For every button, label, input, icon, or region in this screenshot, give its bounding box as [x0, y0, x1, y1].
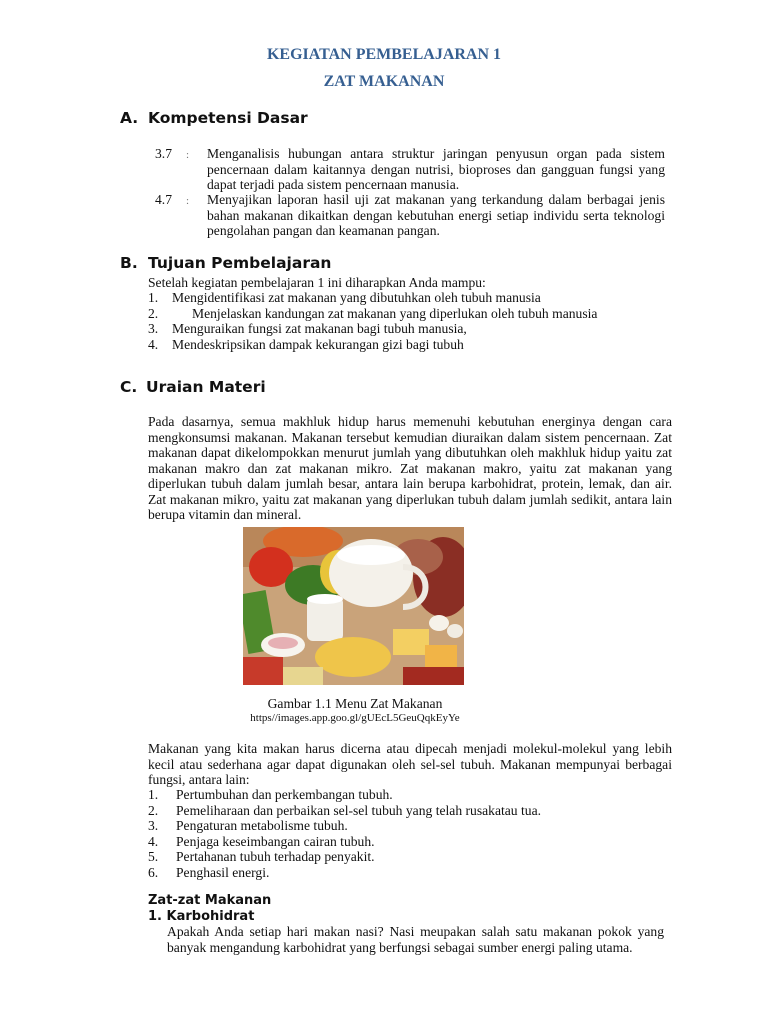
section-c-heading — [120, 378, 266, 396]
page-title: KEGIATAN PEMBELAJARAN 1 — [266, 46, 502, 63]
list-text: Penghasil energi. — [176, 864, 270, 880]
list-item — [148, 321, 628, 337]
list-text: Pengaturan metabolisme tubuh. — [176, 818, 348, 833]
list-number: 6. — [148, 864, 159, 880]
functions-paragraph: Makanan yang kita makan harus dicerna atau dipecah menjadi molekul-molekul yang lebih kecil atau sederhana agar dapat digunakan oleh sel-sel tubuh. Makanan mempunyai berbagai fungsi, antara lain: — [148, 741, 672, 787]
list-item — [148, 849, 648, 865]
kd-text: Menganalisis hubungan antara struktur jaringan penyusun organ pada sistem pencernaan dalam kaitannya dengan nutrisi, bioproses dan gangguan fungsi yang dapat terjadi pada sistem pencernaan manusia. — [207, 146, 665, 192]
section-b-title: Tujuan Pembelajaran — [148, 254, 332, 272]
list-text: Pertahanan tubuh terhadap penyakit. — [176, 849, 375, 864]
kd-number: 3.7 — [155, 146, 172, 161]
list-number: 3. — [148, 321, 159, 336]
objectives-intro: Setelah kegiatan pembelajaran 1 ini diharapkan Anda mampu: — [148, 275, 486, 290]
list-number: 1. — [148, 290, 159, 305]
list-number: 5. — [148, 849, 159, 864]
list-number: 2. — [148, 802, 159, 818]
list-text: Mendeskripsikan dampak kekurangan gizi bagi tubuh — [172, 336, 464, 352]
functions-list — [148, 787, 648, 880]
kd-number: 4.7 — [155, 192, 172, 207]
list-item — [148, 865, 648, 881]
kd-text: Menyajikan laporan hasil uji zat makanan yang terkandung dalam berbagai jenis bahan makanan dikaitkan dengan kebutuhan energi setiap individu serta teknologi pengolahan pangan dan keamanan pangan. — [207, 192, 665, 238]
list-number: 4. — [148, 833, 159, 849]
kd-colon: : — [186, 149, 190, 161]
list-number: 1. — [148, 787, 159, 802]
list-item — [148, 290, 628, 306]
list-item — [148, 818, 648, 834]
list-item — [148, 803, 648, 819]
list-text: Pemeliharaan dan perbaikan sel-sel tubuh yang telah rusakatau tua. — [176, 802, 542, 818]
list-number: 3. — [148, 818, 159, 833]
list-text: Penjaga keseimbangan cairan tubuh. — [176, 833, 375, 849]
list-number: 4. — [148, 336, 159, 352]
section-b-heading — [120, 254, 331, 272]
food-illustration — [243, 527, 464, 685]
intro-paragraph: Pada dasarnya, semua makhluk hidup harus memenuhi kebutuhan energinya dengan cara mengkonsumsi makanan. Makanan tersebut kemudian diuraikan dalam sistem pencernaan. Zat makanan dapat dikelompokkan menurut jumlah yang dibutuhkan oleh makhluk hidup yaitu zat makanan makro dan zat makanan mikro. Zat makanan makro, yaitu zat makanan yang diperlukan tubuh dalam jumlah besar, antara lain berupa karbohidrat, protein, lemak, dan air. Zat makanan mikro, yaitu zat makanan yang diperlukan tubuh dalam jumlah sedikit, antara lain berupa vitamin dan mineral. — [148, 414, 672, 522]
figure-caption: Gambar 1.1 Menu Zat Makanan — [267, 696, 443, 711]
list-number: 2. — [148, 305, 159, 321]
list-text: Mengidentifikasi zat makanan yang dibutuhkan oleh tubuh manusia — [172, 290, 541, 305]
list-text: Menjelaskan kandungan zat makanan yang diperlukan oleh tubuh manusia — [192, 305, 598, 321]
section-a-letter: A. — [120, 109, 139, 127]
section-a-heading — [120, 109, 308, 127]
nutrients-heading: Zat-zat Makanan — [148, 893, 272, 908]
food-image — [243, 527, 464, 685]
list-item — [148, 337, 628, 353]
section-b-letter: B. — [120, 254, 138, 272]
section-c-title: Uraian Materi — [146, 378, 266, 396]
list-text: Menguraikan fungsi zat makanan bagi tubuh manusia, — [172, 321, 467, 336]
carbohydrate-text: Apakah Anda setiap hari makan nasi? Nasi meupakan salah satu makanan pokok yang banyak mengandung karbohidrat yang berfungsi sebagai sumber energi paling utama. — [167, 924, 664, 955]
kd-colon: : — [186, 195, 190, 207]
figure-source: https//images.app.goo.gl/gUEcL5GeuQqkEyYe — [250, 712, 460, 724]
list-text: Pertumbuhan dan perkembangan tubuh. — [176, 787, 393, 802]
objectives-list — [148, 290, 628, 352]
list-item — [148, 834, 648, 850]
carbohydrate-heading: 1. Karbohidrat — [148, 909, 255, 924]
section-a-title: Kompetensi Dasar — [148, 109, 308, 127]
list-item — [148, 306, 628, 322]
section-c-letter: C. — [120, 378, 138, 396]
list-item — [148, 787, 648, 803]
page-subtitle: ZAT MAKANAN — [323, 73, 445, 90]
